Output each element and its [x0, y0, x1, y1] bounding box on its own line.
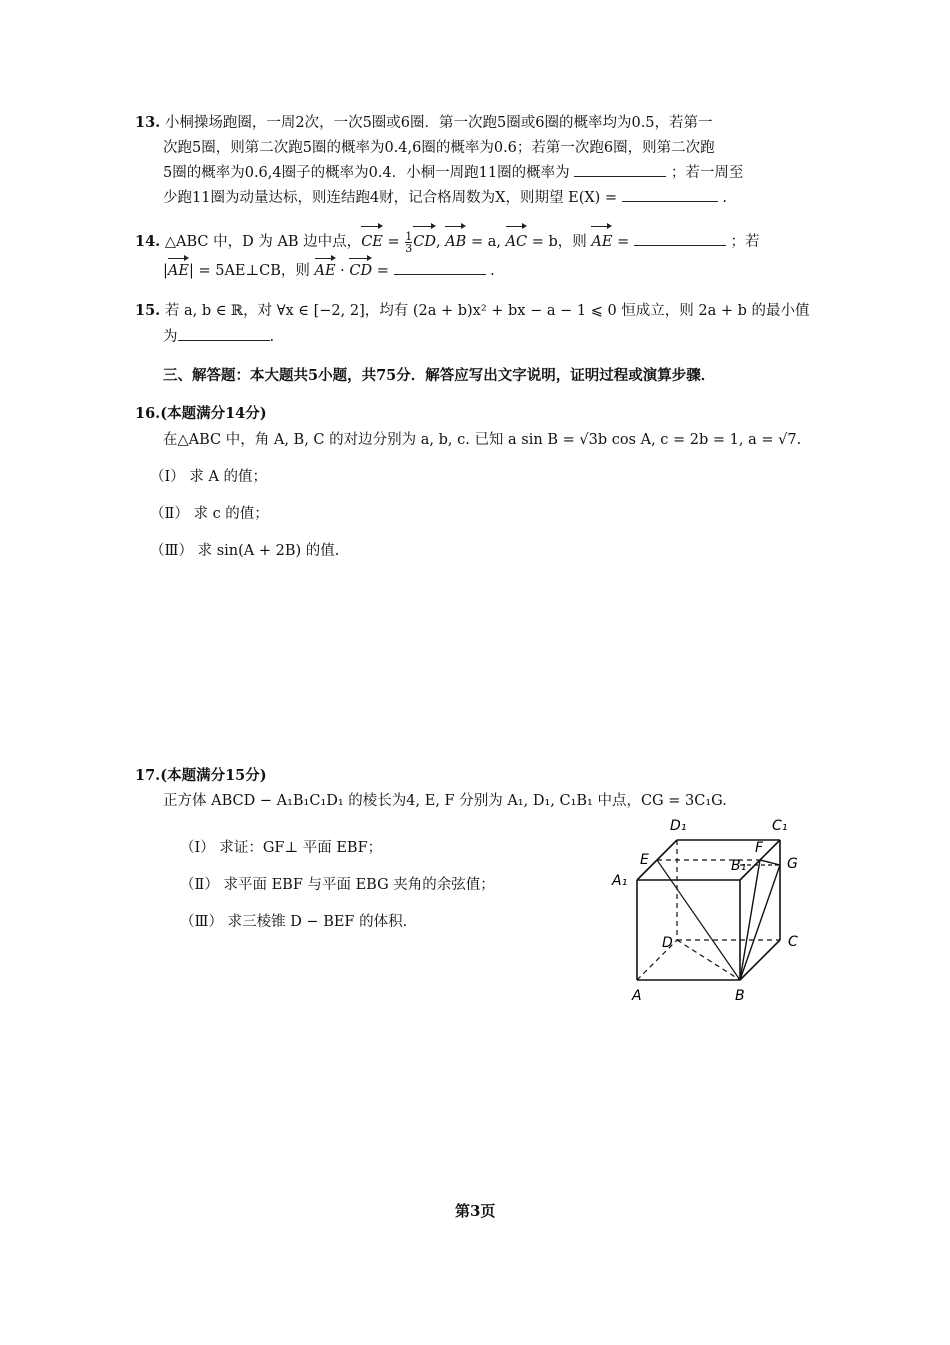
- q16-stem: 在△ABC 中，角 A, B, C 的对边分别为 a, b, c. 已知 a sin B = √3b cos A, c = 2b = 1, a = √7.: [163, 432, 802, 448]
- q17-part-2-label: （Ⅱ）: [180, 877, 219, 893]
- q14-dot: ·: [335, 263, 350, 279]
- q14-text-2d: =: [372, 263, 389, 279]
- q13-line-4: [163, 187, 727, 208]
- q15-line-1: [135, 301, 810, 321]
- vector-ac: AC: [506, 229, 528, 255]
- cube-figure: [600, 810, 820, 1010]
- segment-d-b-hidden: [677, 940, 740, 980]
- q14-text-a: △ABC 中，D 为 AB 边中点，: [164, 234, 362, 250]
- vector-ce: CE: [361, 229, 383, 255]
- label-f: F: [755, 840, 764, 856]
- q16-part-2: [150, 504, 269, 524]
- q16-part-3-text: 求 sin(A + 2B) 的值.: [197, 543, 340, 559]
- label-b1: B₁: [731, 858, 747, 874]
- q16-part-1: [150, 467, 267, 487]
- q14-text-2e: .: [490, 263, 495, 279]
- fraction-denominator: 3: [405, 241, 413, 255]
- q14-text-2b: | = 5: [188, 263, 225, 279]
- q16-part-1-text: 求 A 的值；: [189, 469, 268, 485]
- segment-e-b: [657, 860, 740, 980]
- q14-text-c: = a,: [466, 234, 506, 250]
- fraction-one-third: [405, 231, 412, 254]
- q13-number: 13.: [135, 114, 161, 131]
- label-d1: D₁: [670, 818, 687, 834]
- q15-text-1: 若 a, b ∈ ℝ，对 ∀x ∈ [−2, 2]，均有 (2a + b)x² + bx − a − 1 ⩽ 0 恒成立，则 2a + b 的最小值: [164, 303, 810, 319]
- q13-answer-blank-2[interactable]: [622, 187, 718, 202]
- q17-stem: 正方体 ABCD − A₁B₁C₁D₁ 的棱长为4, E, F 分别为 A₁, D₁, C₁B₁ 中点，CG = 3C₁G.: [163, 793, 727, 809]
- label-c1: C₁: [772, 818, 788, 834]
- q17-header: [135, 766, 267, 786]
- vector-ab: AB: [445, 229, 466, 255]
- q16-number: 16.: [135, 405, 161, 422]
- label-a1: A₁: [612, 873, 628, 889]
- label-c: C: [788, 934, 798, 950]
- q14-answer-blank-2[interactable]: [394, 260, 486, 275]
- segment-f-g: [760, 860, 780, 865]
- q13-text-4a: 少跑11圈为动量达标，则连结跑4财，记合格周数为X，则期望 E(X) =: [163, 190, 618, 206]
- q15-text-2a: 为: [163, 329, 178, 345]
- q17-number: 17.: [135, 767, 161, 784]
- q14-line-2: [163, 260, 495, 281]
- q16-part-2-label: （Ⅱ）: [150, 506, 189, 522]
- q17-part-3-text: 求三棱锥 D − BEF 的体积.: [227, 914, 408, 930]
- q13-text-3a: 5圈的概率为0.6,4圈子的概率为0.4．小桐一周跑11圈的概率为: [163, 165, 570, 181]
- q14-answer-blank-1[interactable]: [634, 231, 726, 246]
- label-e: E: [640, 852, 649, 868]
- q17-part-2-text: 求平面 EBF 与平面 EBG 夹角的余弦值；: [223, 877, 495, 893]
- q17-part-1-label: （Ⅰ）: [180, 840, 215, 856]
- vector-ae: AE: [591, 229, 612, 255]
- segment-g-b: [740, 865, 780, 980]
- vector-ae-dot: AE: [314, 263, 336, 279]
- q14-text-d: = b，则: [527, 234, 592, 250]
- q14-number: 14.: [135, 233, 161, 250]
- q13-text-3b: ；若一周至: [670, 165, 744, 181]
- fraction-numerator: 1: [405, 229, 413, 243]
- q14-text-b: ,: [435, 234, 446, 250]
- q14-line-1: [135, 229, 759, 255]
- q15-text-2b: .: [269, 329, 275, 345]
- label-g: G: [787, 856, 798, 872]
- q16-part-3: [150, 541, 339, 561]
- section-3-heading: 三、解答题：本大题共5小题，共75分．解答应写出文字说明，证明过程或演算步骤．: [163, 367, 716, 384]
- q13-text-1: 小桐操场跑圈，一周2次，一次5圈或6圈．第一次跑5圈或6圈的概率均为0.5，若第一: [164, 115, 713, 131]
- q17-part-3: [180, 912, 407, 932]
- q15-answer-blank[interactable]: [178, 326, 270, 341]
- q17-score: (本题满分15分): [160, 767, 267, 784]
- q14-abs-open: |: [163, 263, 168, 279]
- page-number: 第3页: [455, 1202, 496, 1220]
- q13-line-2: 次跑5圈，则第二次跑5圈的概率为0.4,6圈的概率为0.6；若第一次跑6圈，则第二次跑: [163, 140, 715, 156]
- q14-text-2c: AE⊥CB，则: [224, 263, 315, 279]
- q17-part-1-text: 求证：GF⊥ 平面 EBF；: [219, 840, 383, 856]
- q15-line-2: [163, 326, 274, 347]
- label-a: A: [632, 988, 642, 1004]
- q16-part-3-label: （Ⅲ）: [150, 543, 193, 559]
- q13-text-4b: .: [722, 190, 727, 206]
- q13-line-3: [163, 162, 743, 183]
- q17-part-1: [180, 838, 382, 858]
- q13-answer-blank-1[interactable]: [574, 162, 666, 177]
- q17-part-2: [180, 875, 495, 895]
- q16-part-1-label: （Ⅰ）: [150, 469, 185, 485]
- vector-cd: CD: [413, 229, 436, 255]
- label-b: B: [735, 988, 745, 1004]
- q17-part-3-label: （Ⅲ）: [180, 914, 223, 930]
- label-d: D: [662, 935, 673, 951]
- q15-number: 15.: [135, 302, 161, 319]
- q16-part-2-text: 求 c 的值；: [193, 506, 269, 522]
- vector-cd-dot: CD: [349, 263, 373, 279]
- vector-ae-abs: AE: [167, 263, 189, 279]
- q16-score: (本题满分14分): [160, 405, 267, 422]
- q13-line-1: [135, 113, 713, 133]
- q14-text-e: =: [612, 234, 630, 250]
- q14-text-f: ；若: [730, 234, 760, 250]
- q16-header: [135, 404, 267, 424]
- q14-eq: =: [382, 234, 405, 250]
